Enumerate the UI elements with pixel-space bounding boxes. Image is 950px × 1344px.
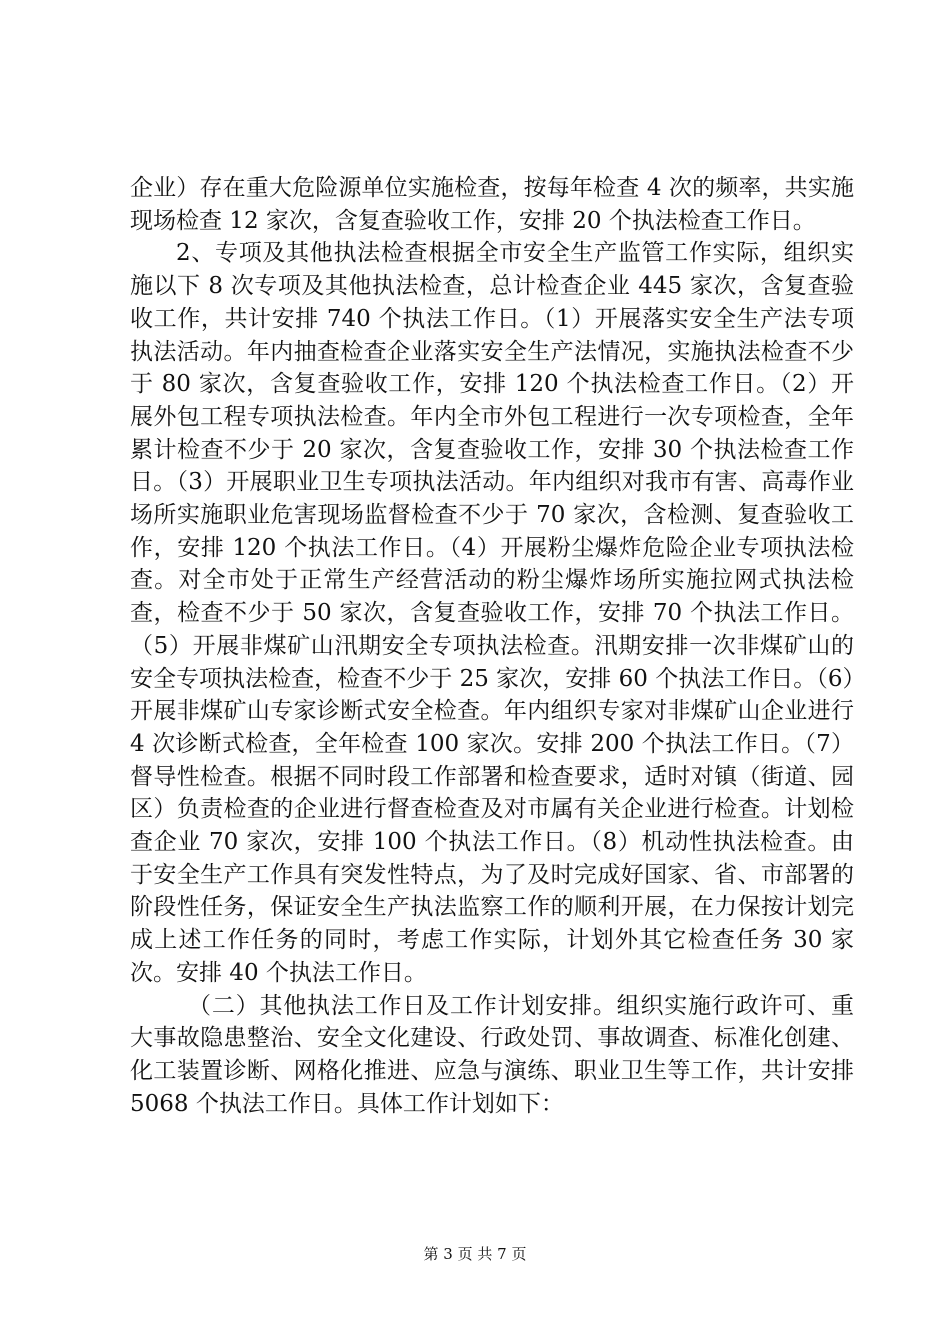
- document-body: [130, 172, 854, 1120]
- paragraph-other-workdays: （二）其他执法工作日及工作计划安排。组织实施行政许可、重大事故隐患整治、安全文化建设、行政处罚、事故调查、标准化创建、化工装置诊断、网格化推进、应急与演练、职业卫生等工作，共计安排 5068 个执法工作日。具体工作计划如下：: [130, 992, 854, 1117]
- paragraph-continuation: 企业）存在重大危险源单位实施检查，按每年检查 4 次的频率，共实施现场检查 12 家次，含复查验收工作，安排 20 个执法检查工作日。: [130, 175, 854, 234]
- paragraph-special-inspections: 2、专项及其他执法检查根据全市安全生产监管工作实际，组织实施以下 8 次专项及其他执法检查，总计检查企业 445 家次，含复查验收工作，共计安排 740 个执法工作日。（1）开展落实安全生产法专项执法活动。年内抽查检查企业落实安全生产法情况，实施执法检查不少于 80 家次，含复查验收工作，安排 120 个执法检查工作日。（2）开展外包工程专项执法检查。年内全市外包工程进行一次专项检查，全年累计检查不少于 20 家次，含复查验收工作，安排 30 个执法检查工作日。（3）开展职业卫生专项执法活动。年内组织对我市有害、高毒作业场所实施职业危害现场监督检查不少于 70 家次，含检测、复查验收工作，安排 120 个执法工作日。（4）开展粉尘爆炸危险企业专项执法检查。对全市处于正常生产经营活动的粉尘爆炸场所实施拉网式执法检查，检查不少于 50 家次，含复查验收工作，安排 70 个执法工作日。（5）开展非煤矿山汛期安全专项执法检查。汛期安排一次非煤矿山的安全专项执法检查，检查不少于 25 家次，安排 60 个执法工作日。（6）开展非煤矿山专家诊断式安全检查。年内组织专家对非煤矿山企业进行 4 次诊断式检查，全年检查 100 家次。安排 200 个执法工作日。（7）督导性检查。根据不同时段工作部署和检查要求，适时对镇（街道、园区）负责检查的企业进行督查检查及对市属有关企业进行检查。计划检查企业 70 家次，安排 100 个执法工作日。（8）机动性执法检查。由于安全生产工作具有突发性特点，为了及时完成好国家、省、市部署的阶段性任务，保证安全生产执法监察工作的顺利开展，在力保按计划完成上述工作任务的同时，考虑工作实际，计划外其它检查任务 30 家次。安排 40 个执法工作日。: [130, 240, 854, 986]
- page-footer: 第 3 页 共 7 页: [423, 1245, 527, 1263]
